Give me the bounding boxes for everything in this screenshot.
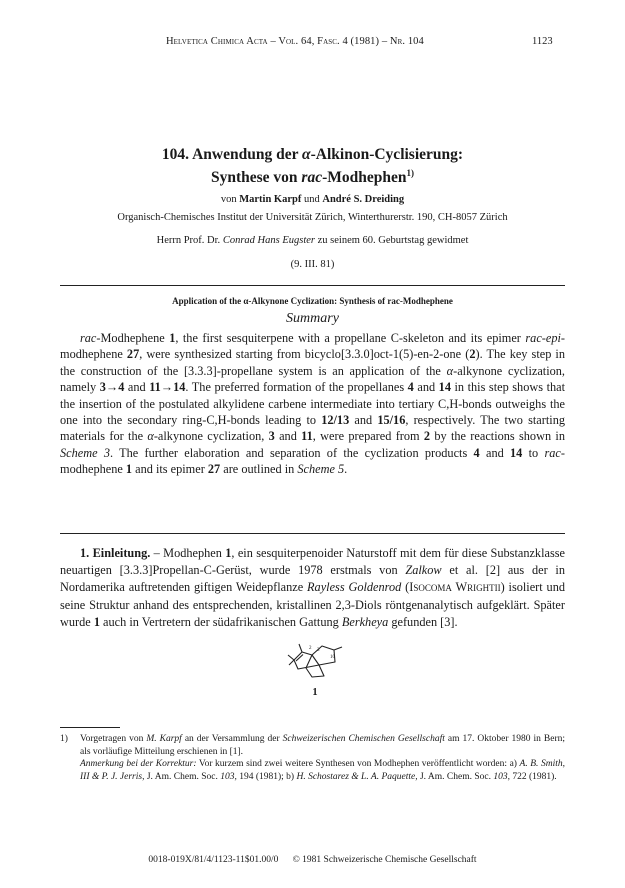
affiliation: Organisch-Chemisches Institut der Universität Zürich, Winterthurerstr. 190, CH-8057 Zürich <box>117 212 508 223</box>
summary-heading: Summary <box>286 311 339 326</box>
copyright: © 1981 Schweizerische Chemische Gesellschaft <box>292 855 477 865</box>
title-alpha: α <box>302 146 311 163</box>
atom-label: 3 <box>317 648 320 653</box>
footnote-mark: 1) <box>60 734 68 744</box>
running-header: Helvetica Chimica Acta – Vol. 64, Fasc. 4 (1981) – Nr. 104 <box>166 36 424 47</box>
title-text: Synthese von <box>210 169 302 187</box>
author-karpf: Martin Karpf <box>239 194 302 205</box>
article-title <box>60 145 565 187</box>
author-dreiding: André S. Dreiding <box>322 194 405 205</box>
page-number: 1123 <box>532 36 553 47</box>
authors <box>60 194 565 205</box>
divider <box>60 533 565 534</box>
article-number: 104. <box>161 146 190 163</box>
section-heading: 1. Einleitung. <box>80 546 151 560</box>
title-rac: rac <box>301 169 323 187</box>
dedication-text: zu seinem 60. Geburtstag gewidmet <box>315 235 469 246</box>
compound-number: 1 <box>312 687 318 698</box>
footnote-rule <box>60 727 120 728</box>
authors-prefix: von <box>220 194 240 205</box>
modhephene-structure <box>286 638 346 684</box>
dedication-name: Conrad Hans Eugster <box>222 235 315 246</box>
dedication <box>60 235 565 246</box>
received-date: (9. III. 81) <box>290 259 335 270</box>
authors-and: und <box>301 194 323 205</box>
dedication-text: Herrn Prof. Dr. <box>156 235 223 246</box>
issn-code: 0018-019X/81/4/1123-11$01.00/0 <box>148 855 279 865</box>
abstract-title: Application of the α-Alkynone Cyclization: Synthesis of rac-Modhephene <box>172 296 453 306</box>
abstract-body: rac-Modhephene 1, the first sesquiterpene with a propellane C-skeleton and its epimer rac-epi-modhephene 27, were synthesized starting from bicyclo[3.3.0]oct-1(5)-en-2-one (2). The key step in the construction of the [3.3.3]-propellane system is an application of the α-alkynone cyclization, namely 3→4 and 11→14. The preferred formation of the propellanes 4 and 14 in this step shows that the insertion of the postulated alkylidene carbene intermediate into tertiary C,H-bonds outweighs the one into the secondary ring-C,H-bonds leading to 12/13 and 15/16, respectively. The two starting materials for the α-alkynone cyclization, 3 and 11, were prepared from 2 by the reactions shown in Scheme 3. The further elaboration and separation of the cyclization products 4 and 14 to rac-modhephene 1 and its epimer 27 are outlined in Scheme 5. <box>60 331 566 477</box>
footnote-mark: 1) <box>406 168 414 178</box>
atom-label: 10 <box>330 655 335 660</box>
title-text: Anwendung der <box>192 146 303 163</box>
title-text: -Alkinon-Cyclisierung: <box>310 146 464 163</box>
title-text: -Modhephen <box>322 169 407 187</box>
divider <box>60 285 565 286</box>
introduction: 1. Einleitung. – Modhephen 1, ein sesquiterpenoider Naturstoff mit dem für diese Substanzklasse neuartigen [3.3.3]Propellan-C-Gerüst, wurde 1978 erstmals von Zalkow et al. [2] aus der in Nordamerika auftretenden giftigen Weidepflanze Rayless Goldenrod (Isocoma Wrightii) isoliert und seine Struktur anhand des entsprechenden, kristallinen 2,3-Diols röntgenanalytisch aufgeklärt. Später wurde 1 auch in Vertretern der südafrikanischen Gattung Berkheya gefunden [3]. <box>60 546 565 629</box>
footnote: 1) Vorgetragen von M. Karpf an der Versammlung der Schweizerischen Chemischen Gesellschaft am 17. Oktober 1980 in Bern; als vorläufige Mitteilung erschienen in [1]. Anmerkung bei der Korrektur: Vor kurzem sind zwei weitere Synthesen von Modhephen veröffentlicht worden: a) A. B. Smith, III & P. J. Jerris, J. Am. Chem. Soc. 103, 194 (1981); b) H. Schostarez & L. A. Paquette, J. Am. Chem. Soc. 103, 722 (1981). <box>60 734 566 782</box>
atom-label: 2 <box>309 646 312 651</box>
publication-info <box>60 855 565 865</box>
